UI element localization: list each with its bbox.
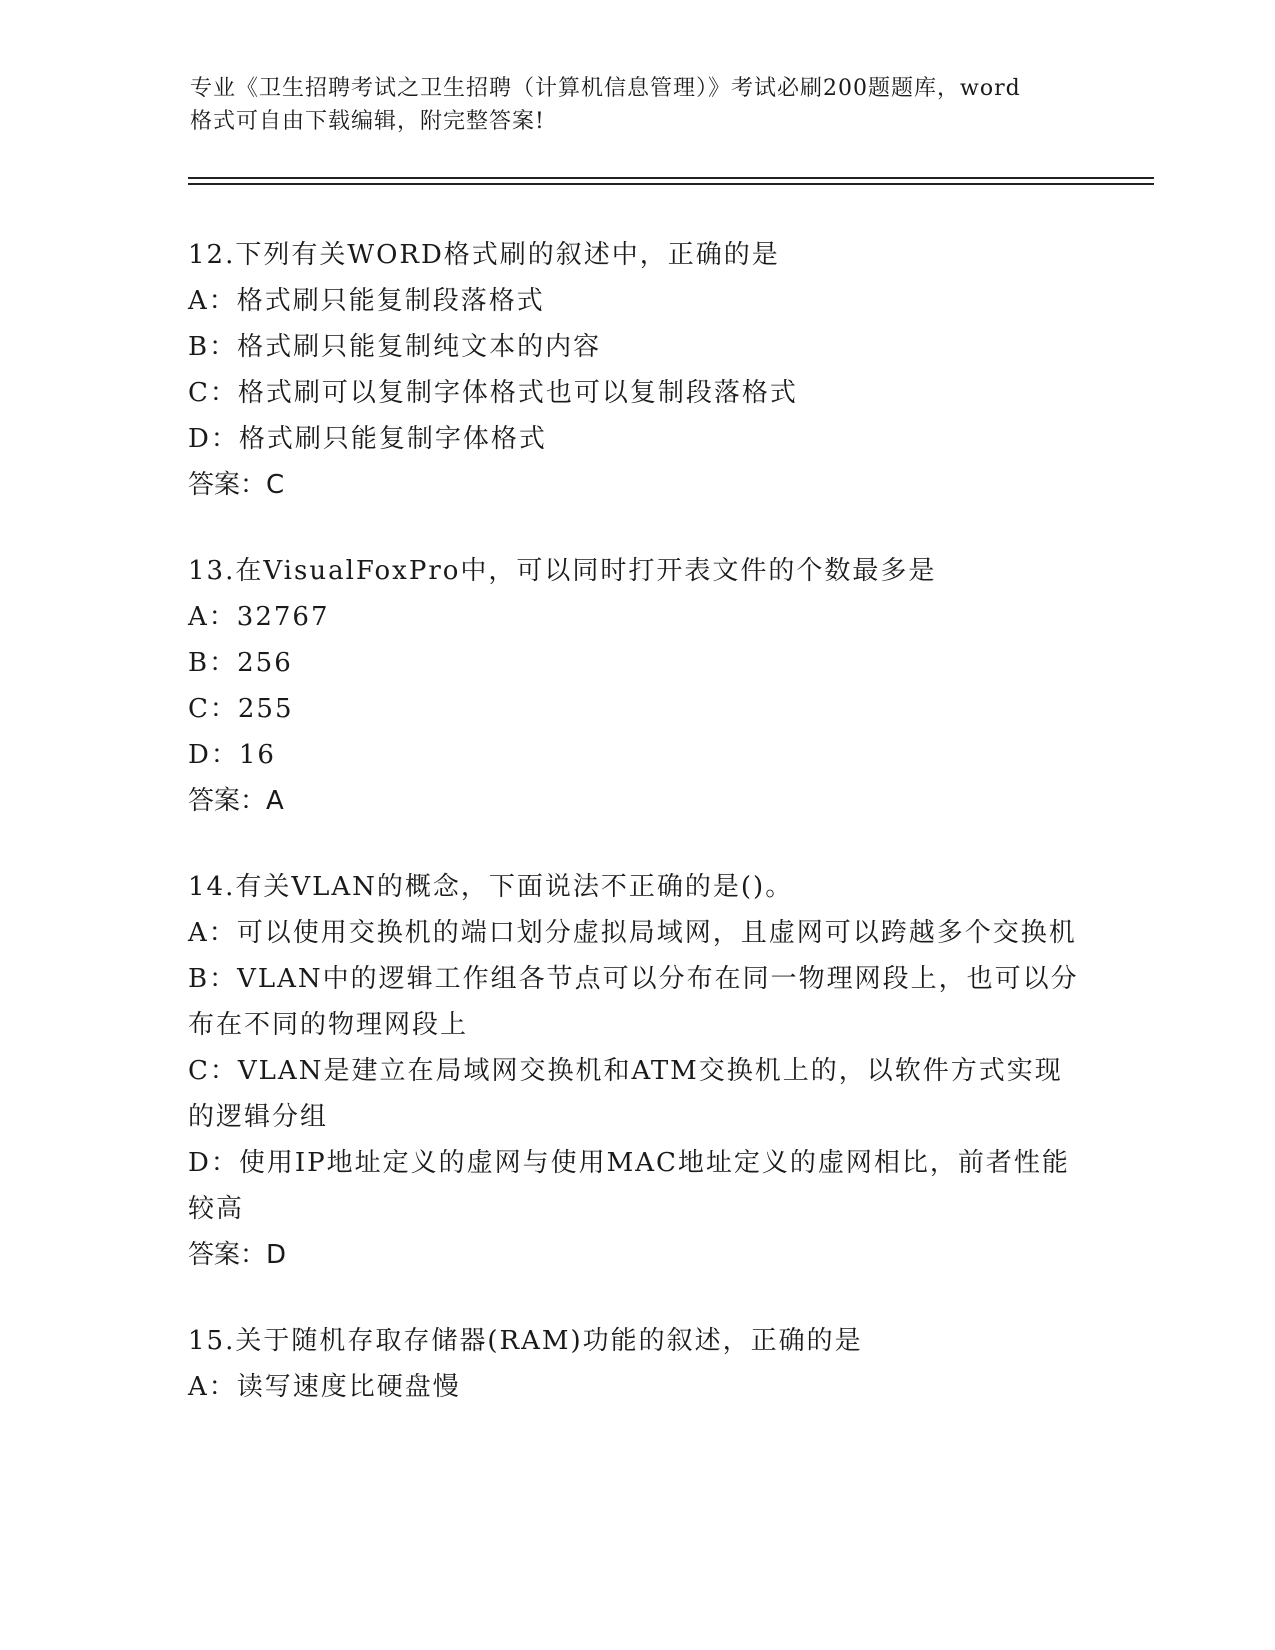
answer-line: 答案：C bbox=[188, 470, 285, 500]
question-stem: 13.在VisualFoxPro中，可以同时打开表文件的个数最多是 bbox=[188, 556, 937, 586]
question-13 bbox=[188, 548, 1088, 824]
answer-line: 答案：D bbox=[188, 1240, 287, 1270]
option-a: A：读写速度比硬盘慢 bbox=[188, 1372, 461, 1402]
answer-line: 答案：A bbox=[188, 786, 284, 816]
option-c: C：255 bbox=[188, 694, 294, 724]
option-a: A：可以使用交换机的端口划分虚拟局域网，且虚网可以跨越多个交换机 bbox=[188, 918, 1077, 948]
question-list bbox=[188, 232, 1088, 1450]
option-c: C：VLAN是建立在局域网交换机和ATM交换机上的，以软件方式实现的逻辑分组 bbox=[188, 1056, 1063, 1132]
question-15 bbox=[188, 1318, 1088, 1410]
document-header bbox=[190, 72, 1090, 138]
header-title-line-1: 专业《卫生招聘考试之卫生招聘（计算机信息管理）》考试必刷200题题库，word bbox=[190, 76, 1021, 101]
option-d: D：使用IP地址定义的虚网与使用MAC地址定义的虚网相比，前者性能较高 bbox=[188, 1148, 1070, 1224]
question-14 bbox=[188, 864, 1088, 1278]
question-stem: 12.下列有关WORD格式刷的叙述中，正确的是 bbox=[188, 240, 780, 270]
option-d: D：16 bbox=[188, 740, 276, 770]
question-stem: 14.有关VLAN的概念，下面说法不正确的是()。 bbox=[188, 872, 794, 902]
header-divider-top bbox=[188, 177, 1154, 179]
option-b: B：256 bbox=[188, 648, 293, 678]
option-b: B：VLAN中的逻辑工作组各节点可以分布在同一物理网段上，也可以分布在不同的物理网段上 bbox=[188, 964, 1079, 1040]
option-a: A：32767 bbox=[188, 602, 330, 632]
header-title-line-2: 格式可自由下载编辑，附完整答案! bbox=[190, 109, 545, 134]
header-divider-bottom bbox=[188, 183, 1154, 185]
option-c: C：格式刷可以复制字体格式也可以复制段落格式 bbox=[188, 378, 798, 408]
option-d: D：格式刷只能复制字体格式 bbox=[188, 424, 547, 454]
option-b: B：格式刷只能复制纯文本的内容 bbox=[188, 332, 602, 362]
question-stem: 15.关于随机存取存储器(RAM)功能的叙述，正确的是 bbox=[188, 1326, 863, 1356]
option-a: A：格式刷只能复制段落格式 bbox=[188, 286, 545, 316]
question-12 bbox=[188, 232, 1088, 508]
